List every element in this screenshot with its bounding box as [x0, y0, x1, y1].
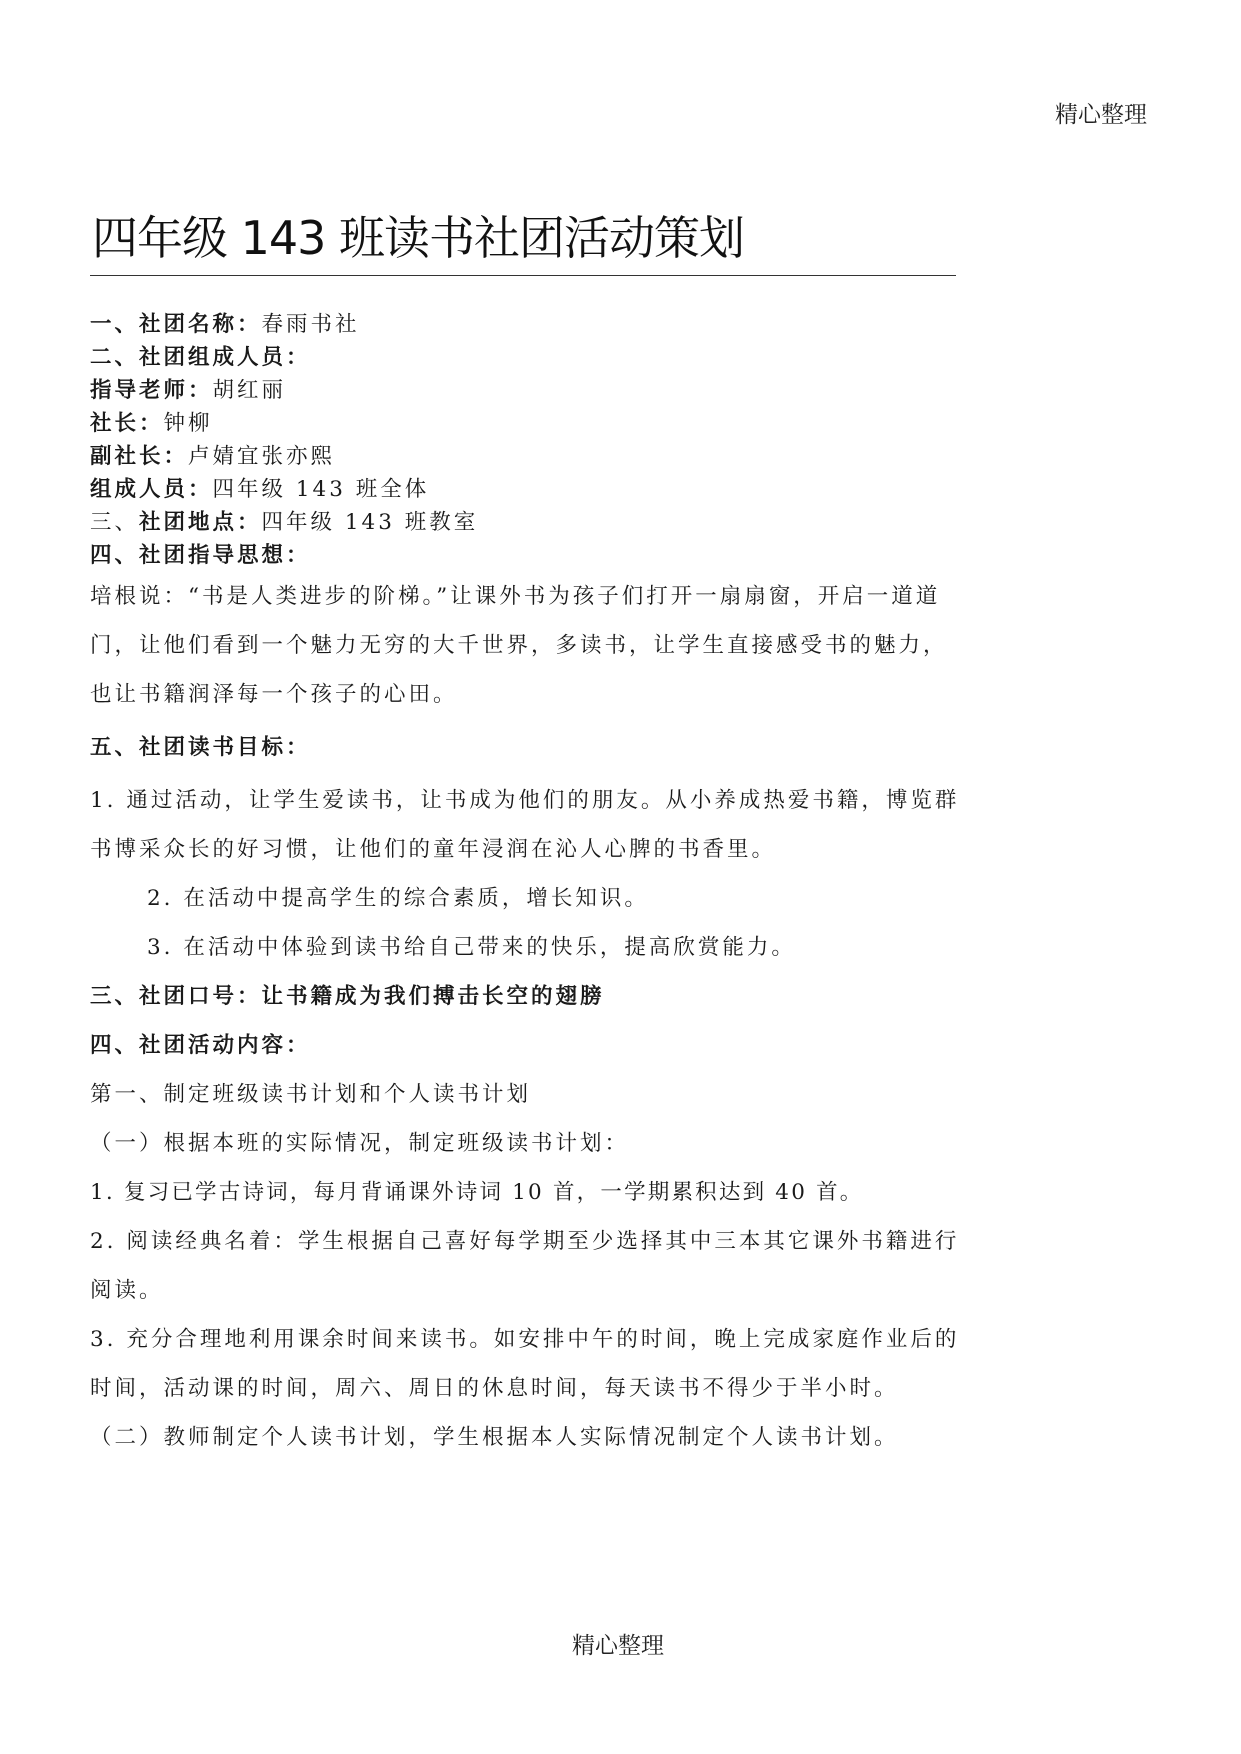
slogan-value: 让书籍成为我们搏击长空的翅膀: [261, 984, 605, 1009]
footer-note: 精心整理: [572, 1633, 664, 1659]
teacher-line: [90, 374, 960, 407]
goal-item-3: 3. 在活动中体验到读书给自己带来的快乐，提高欣赏能力。: [147, 935, 796, 960]
activities-part-1: 第一、制定班级读书计划和个人读书计划: [90, 1082, 532, 1107]
place-value: 四年级 143 班教室: [261, 510, 479, 535]
place-line: [90, 506, 960, 539]
club-name-value: 春雨书社: [261, 312, 360, 337]
teacher-value: 胡红丽: [212, 378, 287, 403]
president-label: 社长：: [90, 411, 164, 436]
slogan-line: [90, 972, 960, 1021]
document-body: [90, 308, 960, 1462]
club-name-label: 一、社团名称：: [90, 312, 262, 337]
vice-president-line: [90, 440, 960, 473]
guide-heading: 四、社团指导思想：: [90, 543, 311, 568]
title-divider: [90, 275, 956, 276]
activity-item-3: 3. 充分合理地利用课余时间来读书。如安排中午的时间，晚上完成家庭作业后的时间，活动课的时间，周六、周日的休息时间，每天读书不得少于半小时。: [90, 1327, 960, 1401]
header-note: 精心整理: [1055, 102, 1147, 128]
goals-heading: 五、社团读书目标：: [90, 735, 311, 760]
members-value: 四年级 143 班全体: [212, 477, 430, 502]
vice-president-label: 副社长：: [90, 444, 189, 469]
goal-item-2: 2. 在活动中提高学生的综合素质，增长知识。: [147, 886, 649, 911]
guide-paragraph: 培根说：“书是人类进步的阶梯。”让课外书为孩子们打开一扇扇窗，开启一道道门，让他们看到一个魅力无穷的大千世界，多读书，让学生直接感受书的魅力，也让书籍润泽每一个孩子的心田。: [90, 584, 948, 707]
activities-sub-2: （二）教师制定个人读书计划，学生根据本人实际情况制定个人读书计划。: [90, 1425, 899, 1450]
members-label: 组成人员：: [90, 477, 213, 502]
activity-item-2: 2. 阅读经典名着：学生根据自己喜好每学期至少选择其中三本其它课外书籍进行阅读。: [90, 1229, 960, 1303]
members-line: [90, 473, 960, 506]
place-label: 社团地点：: [139, 510, 262, 535]
place-prefix: 三、: [90, 510, 140, 535]
activity-item-1: 1. 复习已学古诗词，每月背诵课外诗词 10 首，一学期累积达到 40 首。: [90, 1180, 864, 1205]
page-title: 四年级 143 班读书社团活动策划: [92, 211, 745, 265]
club-name-line: [90, 308, 960, 341]
president-value: 钟柳: [163, 411, 213, 436]
activities-heading: 四、社团活动内容：: [90, 1033, 311, 1058]
members-heading: 二、社团组成人员：: [90, 345, 311, 370]
teacher-label: 指导老师：: [90, 378, 213, 403]
vice-president-value: 卢婧宜张亦熙: [188, 444, 336, 469]
activities-sub-1: （一）根据本班的实际情况，制定班级读书计划：: [90, 1131, 630, 1156]
president-line: [90, 407, 960, 440]
slogan-label: 三、社团口号：: [90, 984, 262, 1009]
goal-item-1: 1. 通过活动，让学生爱读书，让书成为他们的朋友。从小养成热爱书籍，博览群书博采众长的好习惯，让他们的童年浸润在沁人心脾的书香里。: [90, 788, 960, 862]
